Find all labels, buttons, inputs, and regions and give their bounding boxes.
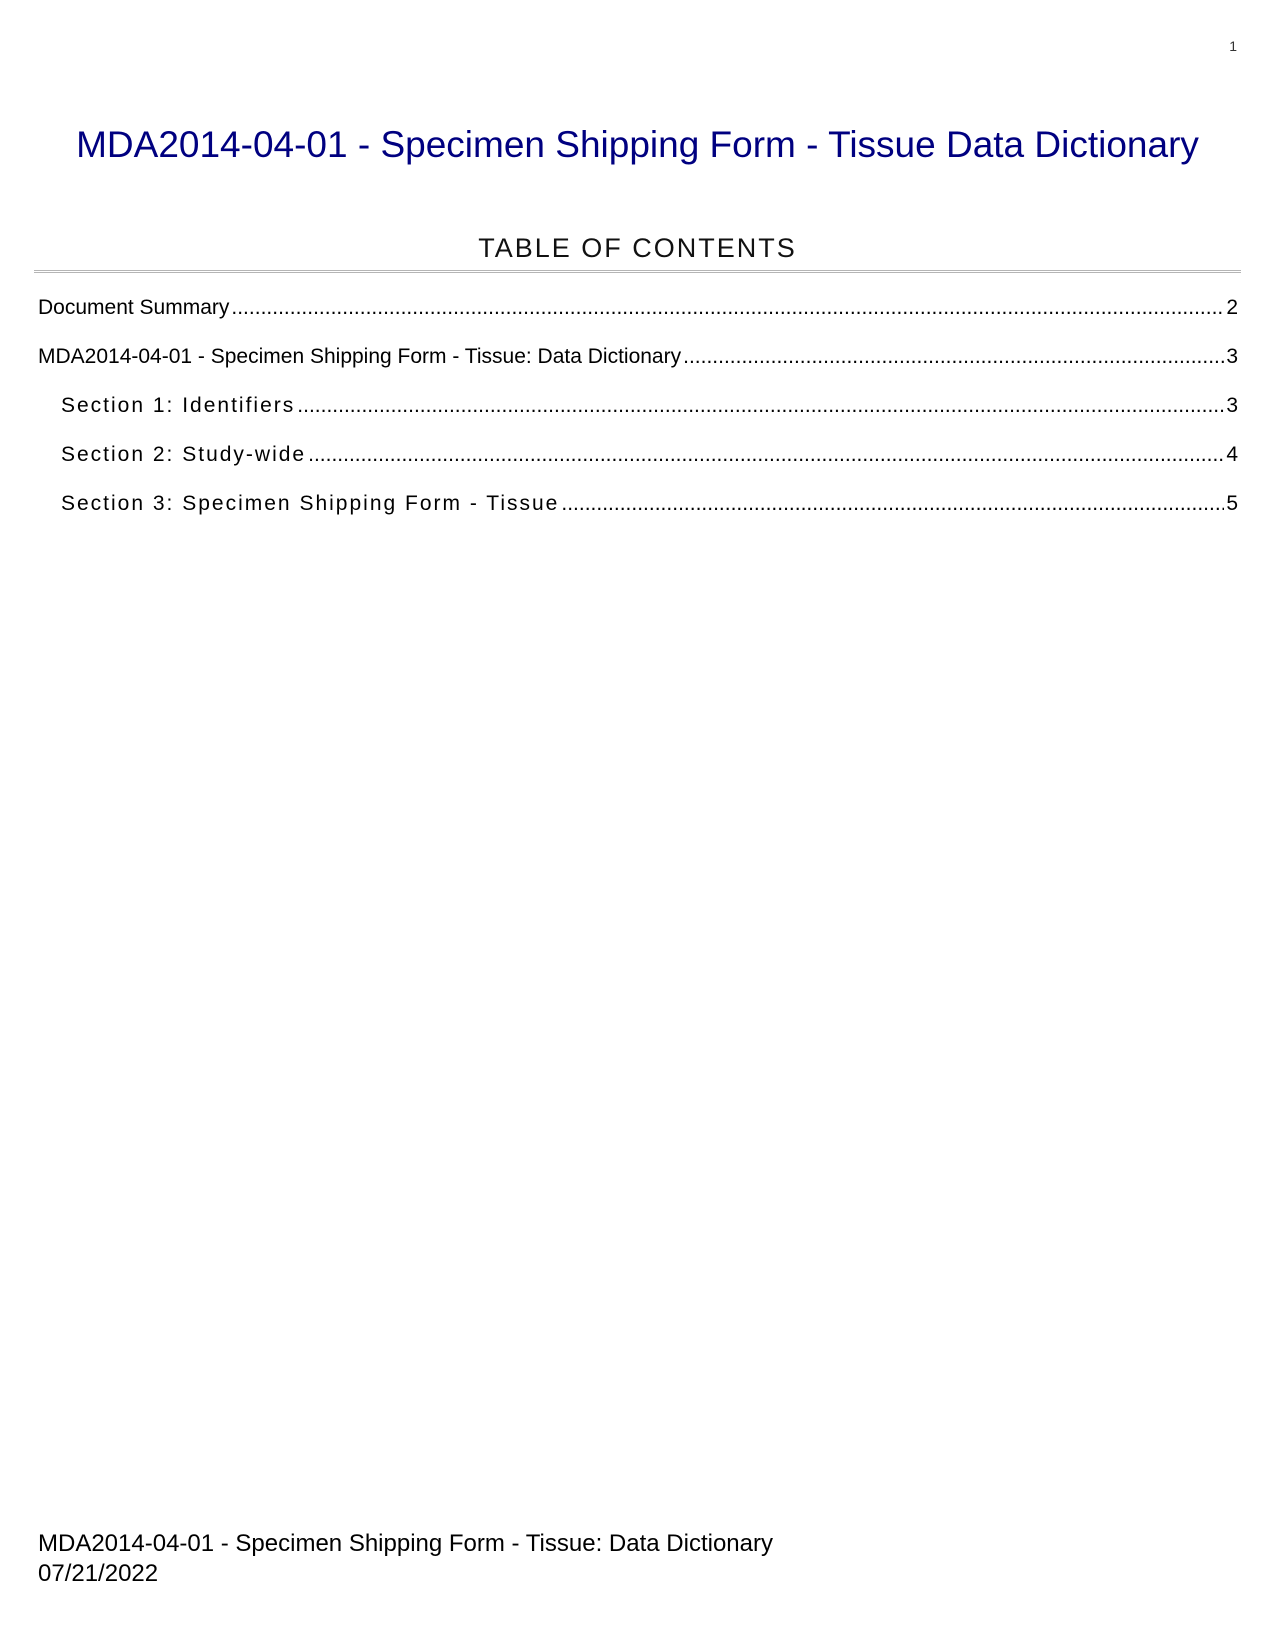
toc-entry-section-1[interactable]: [38, 394, 1238, 443]
toc-entry-document-summary[interactable]: [38, 296, 1238, 345]
toc-divider: [34, 270, 1241, 274]
document-title: MDA2014-04-01 - Specimen Shipping Form - Tissue Data Dictionary: [76, 124, 1199, 165]
footer-title: MDA2014-04-01 - Specimen Shipping Form - Tissue: Data Dictionary: [38, 1530, 773, 1557]
toc-entry-page[interactable]: 5: [1226, 492, 1238, 515]
toc-leader-dots: [683, 345, 1224, 369]
toc-list: [38, 296, 1238, 541]
toc-heading: TABLE OF CONTENTS: [478, 233, 797, 263]
footer-date: 07/21/2022: [38, 1560, 159, 1587]
toc-entry-page[interactable]: 3: [1226, 394, 1238, 417]
toc-leader-dots: [231, 296, 1224, 320]
toc-leader-dots: [561, 492, 1224, 516]
toc-entry-label[interactable]: MDA2014-04-01 - Specimen Shipping Form - Tissue: Data Dictionary: [38, 345, 682, 368]
toc-leader-dots: [308, 443, 1224, 467]
toc-entry-label[interactable]: Section 2: Study-wide: [61, 443, 307, 466]
toc-entry-page[interactable]: 4: [1226, 443, 1238, 466]
page-footer: [38, 1529, 773, 1589]
toc-leader-dots: [297, 394, 1224, 418]
toc-entry-label[interactable]: Section 1: Identifiers: [61, 394, 296, 417]
toc-entry-label[interactable]: Section 3: Specimen Shipping Form - Tissue: [61, 492, 560, 515]
page-number: 1: [1229, 38, 1237, 54]
toc-entry-section-2[interactable]: [38, 443, 1238, 492]
toc-entry-section-3[interactable]: [38, 492, 1238, 541]
toc-entry-label[interactable]: Document Summary: [38, 296, 230, 319]
toc-entry-data-dictionary[interactable]: [38, 345, 1238, 394]
toc-entry-page[interactable]: 2: [1226, 296, 1238, 319]
toc-entry-page[interactable]: 3: [1226, 345, 1238, 368]
